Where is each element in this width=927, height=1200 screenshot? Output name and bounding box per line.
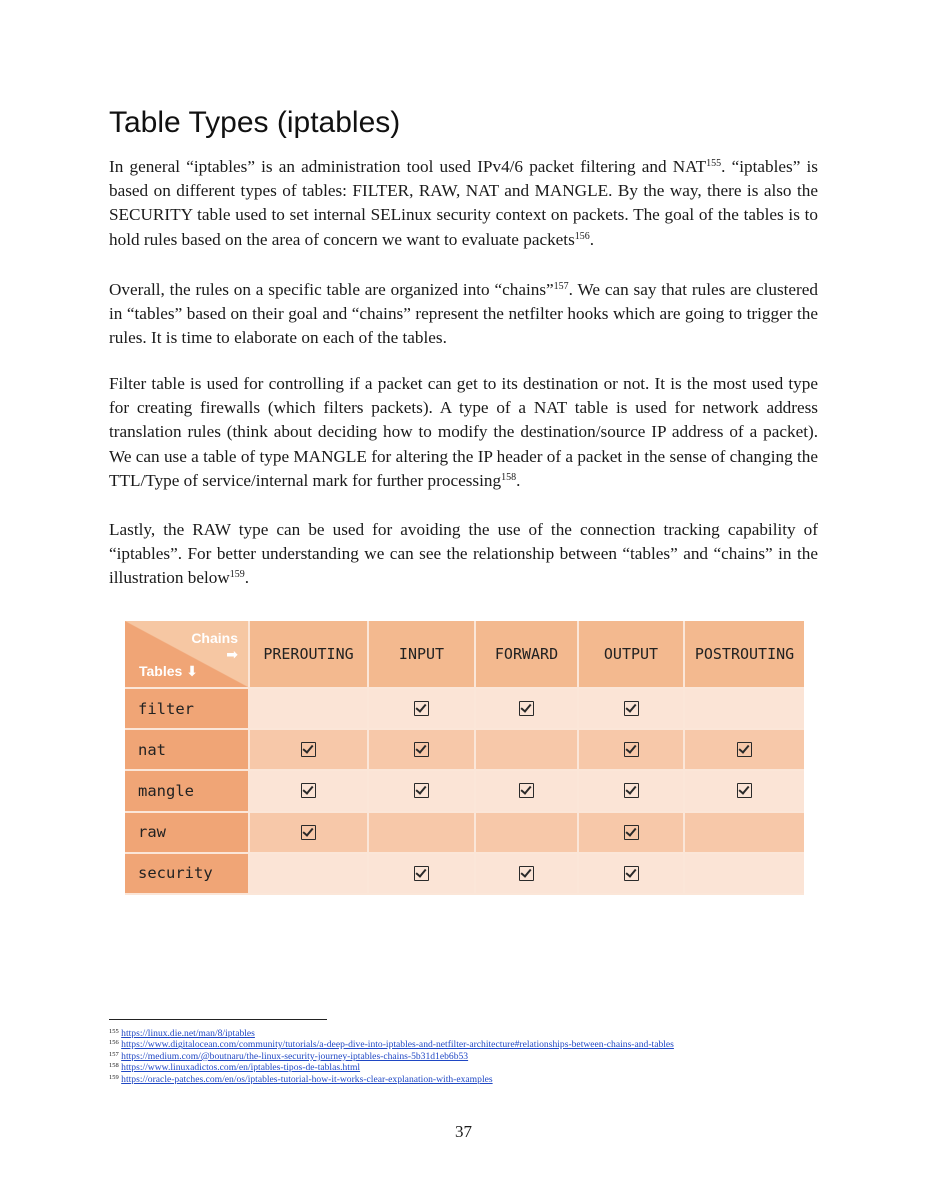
checkbox-checked-icon — [737, 742, 752, 757]
table-cell — [685, 771, 804, 812]
footnote-number: 159 — [109, 1073, 119, 1081]
paragraph-filter — [109, 372, 818, 493]
paragraph-text: In general “iptables” is an administration tool used IPv4/6 packet filtering and NAT — [109, 157, 707, 176]
paragraph-text: . We can say that rules are clustered in “tables” based on their goal and “chains” represent the netfilter hooks which are going to trigger the rules. It is time to elaborate on each of the tables. — [109, 280, 818, 348]
chains-text: Chains — [191, 630, 238, 646]
footnote-link[interactable]: https://oracle-patches.com/en/os/iptables-tutorial-how-it-works-clear-explanation-with-examples — [121, 1073, 493, 1085]
table-cell — [579, 854, 685, 895]
footnote-number: 158 — [109, 1062, 119, 1070]
paragraph-text: Lastly, the RAW type can be used for avoiding the use of the connection tracking capability of “iptables”. For better understanding we can see the relationship between “tables” and “chains” in the illustration below — [109, 520, 818, 588]
checkbox-checked-icon — [301, 783, 316, 798]
table-row — [125, 689, 804, 730]
checkbox-checked-icon — [414, 783, 429, 798]
paragraph-text: . — [589, 229, 595, 249]
checkbox-checked-icon — [301, 825, 316, 840]
footnote-number: 156 — [109, 1039, 119, 1047]
footnote-link[interactable]: https://www.digitalocean.com/community/tutorials/a-deep-dive-into-iptables-and-netfilter-architecture#relationships-between-chains-and-tables — [121, 1039, 674, 1051]
tables-text: Tables — [139, 663, 183, 679]
page-number: 37 — [455, 1122, 472, 1141]
paragraph-text: . — [516, 470, 521, 490]
footnote-item — [109, 1051, 674, 1062]
table-cell — [685, 813, 804, 854]
column-header: FORWARD — [476, 621, 579, 689]
footnote-link[interactable]: https://www.linuxadictos.com/en/iptables-tipos-de-tablas.html — [121, 1062, 361, 1074]
table-cell — [476, 854, 579, 895]
paragraph-chains — [109, 278, 818, 351]
checkbox-checked-icon — [624, 742, 639, 757]
table-cell — [250, 854, 369, 895]
table-body — [125, 689, 804, 895]
footnote-link[interactable]: https://linux.die.net/man/8/iptables — [121, 1028, 255, 1039]
table-cell — [476, 771, 579, 812]
table-cell — [369, 813, 476, 854]
corner-cell — [125, 621, 250, 689]
footnote-number: 157 — [109, 1050, 119, 1058]
checkbox-checked-icon — [519, 866, 534, 881]
paragraph-intro — [109, 155, 818, 252]
checkbox-checked-icon — [624, 825, 639, 840]
paragraph-text: . “iptables” is based on different types of tables: FILTER, RAW, NAT and MANGLE. By the way, there is also the SECURITY table used to set internal SELinux security context on packets. The goal of the tables is to hold rules based on the area of concern we want to evaluate packets — [109, 157, 818, 249]
footnote-link[interactable]: https://medium.com/@boutnaru/the-linux-security-journey-iptables-chains-5b31d1eb6b53 — [121, 1050, 469, 1062]
table-cell — [685, 689, 804, 730]
table-cell — [579, 730, 685, 771]
chains-label — [191, 630, 238, 663]
footnote-divider — [109, 1019, 327, 1020]
table-cell — [250, 730, 369, 771]
table-row — [125, 730, 804, 771]
checkbox-checked-icon — [624, 866, 639, 881]
table-cell — [685, 854, 804, 895]
table-cell — [579, 771, 685, 812]
footnote-item — [109, 1074, 674, 1085]
table-cell — [685, 730, 804, 771]
table-cell — [250, 771, 369, 812]
paragraph-text: Filter table is used for controlling if a packet can get to its destination or not. It is the most used type for creating firewalls (which filters packets). A type of a NAT table is used for network address translation rules (think about deciding how to modify the destination/source IP address of a packet). We can use a table of type MANGLE for altering the IP header of a packet in the sense of changing the TTL/Type of service/internal mark for further processing — [109, 374, 818, 490]
checkbox-checked-icon — [414, 866, 429, 881]
row-label: filter — [125, 689, 250, 730]
footnote-ref-158: 158 — [501, 471, 517, 483]
checkbox-checked-icon — [414, 701, 429, 716]
paragraph-raw — [109, 518, 818, 591]
checkbox-checked-icon — [737, 783, 752, 798]
footnote-item — [109, 1062, 674, 1073]
table-header-row — [125, 621, 804, 689]
arrow-right-icon: ➡ — [226, 647, 238, 663]
table-cell — [476, 813, 579, 854]
table-cell — [369, 854, 476, 895]
column-header: POSTROUTING — [685, 621, 804, 689]
row-label: security — [125, 854, 250, 895]
footnote-ref-156: 156 — [574, 230, 590, 242]
table-cell — [579, 813, 685, 854]
footnotes-list — [109, 1028, 674, 1085]
checkbox-checked-icon — [301, 742, 316, 757]
table-cell — [250, 689, 369, 730]
table-row — [125, 854, 804, 895]
row-label: raw — [125, 813, 250, 854]
table-row — [125, 813, 804, 854]
column-header: PREROUTING — [250, 621, 369, 689]
table-cell — [369, 689, 476, 730]
checkbox-checked-icon — [624, 701, 639, 716]
table-cell — [250, 813, 369, 854]
table-cell — [476, 730, 579, 771]
page-heading: Table Types (iptables) — [109, 106, 401, 139]
table-cell — [369, 730, 476, 771]
footnote-number: 155 — [109, 1028, 119, 1035]
paragraph-text: Overall, the rules on a specific table are organized into “chains” — [109, 280, 554, 299]
tables-label — [139, 663, 198, 680]
footnote-ref-159: 159 — [229, 569, 245, 581]
table-cell — [476, 689, 579, 730]
column-header: INPUT — [369, 621, 476, 689]
table-cell — [369, 771, 476, 812]
table-row — [125, 771, 804, 812]
column-header: OUTPUT — [579, 621, 685, 689]
checkbox-checked-icon — [519, 701, 534, 716]
checkbox-checked-icon — [519, 783, 534, 798]
arrow-down-icon: ⬇ — [186, 664, 198, 680]
row-label: mangle — [125, 771, 250, 812]
paragraph-text: . — [244, 568, 250, 588]
footnote-ref-157: 157 — [553, 281, 569, 292]
row-label: nat — [125, 730, 250, 771]
footnote-item — [109, 1028, 674, 1039]
checkbox-checked-icon — [414, 742, 429, 757]
table-cell — [579, 689, 685, 730]
iptables-chains-table — [125, 621, 804, 897]
checkbox-checked-icon — [624, 783, 639, 798]
footnote-ref-155: 155 — [706, 158, 722, 169]
footnote-item — [109, 1039, 674, 1050]
